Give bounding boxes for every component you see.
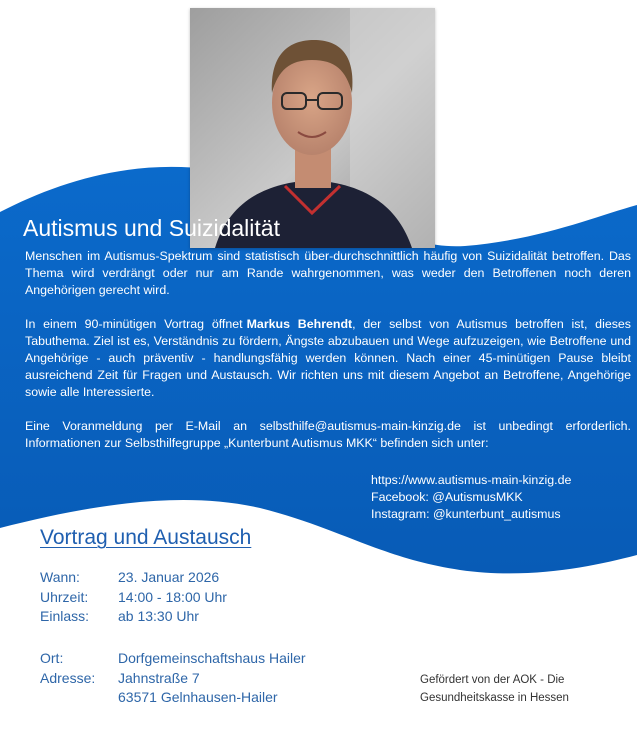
adresse-label: Adresse: [40,669,96,686]
portrait-photo [190,8,435,248]
info-row-wann [40,568,227,588]
uhrzeit-label: Uhrzeit: [40,588,89,605]
einlass-value: ab 13:30 Uhr [118,608,199,624]
intro-p2-before: In einem 90-minütigen Vortrag öffnet [25,317,243,331]
wann-label: Wann: [40,569,80,585]
instagram-link[interactable]: Instagram: @kunterbunt_autismus [371,507,561,521]
intro-paragraph-3: Eine Voranmeldung per E-Mail an selbsthilfe@autismus-main-kinzig.de ist unbedingt erforderlich. Informationen zur Selbsthilfegruppe „Kunterbunt Autismus MKK“ befinden sich unter: [25,419,631,450]
adresse-line-1: Jahnstraße 7 [118,669,200,686]
intro-paragraph-2 [25,316,631,401]
einlass-label: Einlass: [40,608,90,624]
adresse-line-2: 63571 Gelnhausen-Hailer [118,689,278,705]
info-row-ort [40,649,306,669]
sponsor-note [420,671,569,707]
intro-paragraph-1: Menschen im Autismus-Spektrum sind statistisch über-durchschnittlich häufig von Suizidalität betroffen. Das Thema wird verdrängt oder nur am Rande wahrgenommen, was weder den Betroffenen noch deren Angehörigen gerecht wird. [25,249,631,297]
info-row-adresse-2 [40,688,306,708]
sponsor-line-2: Gesundheitskasse in Hessen [420,692,569,704]
website-link[interactable]: https://www.autismus-main-kinzig.de [371,473,572,487]
contact-links [371,472,571,523]
info-row-einlass [40,607,227,627]
speaker-name: Markus Behrendt [246,317,353,331]
event-location-info [40,649,306,708]
ort-value: Dorfgemeinschaftshaus Hailer [118,650,306,666]
sponsor-line-1: Gefördert von der AOK - Die [420,674,565,686]
uhrzeit-value: 14:00 - 18:00 Uhr [118,588,227,605]
info-row-adresse [40,669,306,689]
page-title: Autismus und Suizidalität [23,215,280,241]
intro-p2-after: , der selbst von Autismus betroffen ist, dieses Tabuthema. Ziel ist es, Verständnis zu fördern, Ängste abzubauen und Wege aufzuzeigen, wie Betroffene und Angehörige - auch präventiv - handlungsfähig werden können. Nach einer 45-minütigen Pause bleibt ausreichend Zeit für Fragen und Austausch. Wir richten uns mit diesem Angebot an Betroffene, Angehörige sowie alle Interessierte. [25,317,631,399]
section-heading: Vortrag und Austausch [40,526,252,549]
event-time-info [40,568,227,627]
info-row-uhrzeit [40,588,227,608]
ort-label: Ort: [40,650,64,666]
facebook-link[interactable]: Facebook: @AutismusMKK [371,490,523,504]
intro-text [25,248,631,452]
wann-value: 23. Januar 2026 [118,569,220,585]
